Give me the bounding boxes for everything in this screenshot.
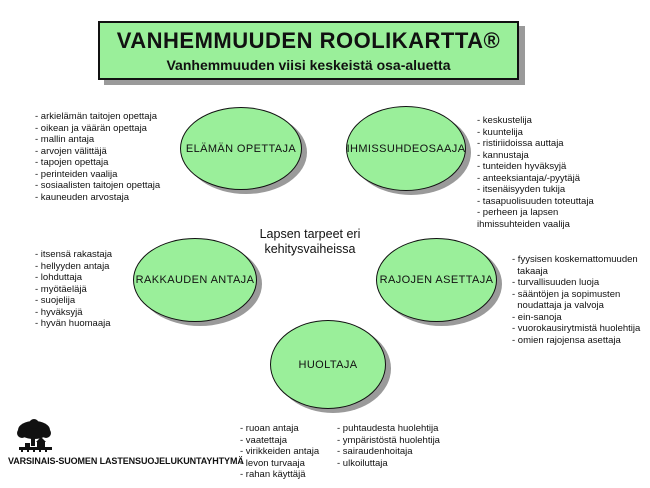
list-line: ihmissuhteiden vaalija: [477, 218, 570, 230]
role-label: IHMISSUHDEOSAAJA: [346, 142, 466, 155]
list-line: - puhtaudesta huolehtija: [337, 423, 439, 434]
list-line: - anteeksiantaja/-pyytäjä: [477, 172, 580, 184]
list-line: noudattaja ja valvoja: [512, 300, 604, 311]
page-subtitle: Vanhemmuuden viisi keskeistä osa-aluetta: [166, 57, 451, 73]
list-line: - ristiriidoissa auttaja: [477, 138, 564, 149]
role-label: ELÄMÄN OPETTAJA: [185, 142, 297, 155]
list-line: - tasapuolisuuden toteuttaja: [477, 195, 594, 207]
list-line: - sääntöjen ja sopimusten: [512, 288, 621, 300]
list-line: - suojelija: [35, 295, 76, 306]
list-huoltaja-left: [240, 423, 319, 481]
role-ellipse-huoltaja: [270, 320, 386, 409]
tree-and-house-logo-icon: [13, 419, 57, 455]
role-ellipse-rajojen-asettaja: [376, 238, 497, 322]
list-line: - perheen ja lapsen: [477, 207, 559, 218]
list-line: - hyväksyjä: [35, 306, 83, 318]
list-line: - rahan käyttäjä: [240, 469, 306, 480]
list-line: - omien rajojensa asettaja: [512, 334, 621, 346]
list-line: - lohduttaja: [35, 272, 83, 283]
list-line: - vaatettaja: [240, 434, 287, 446]
role-label: RAKKAUDEN ANTAJA: [135, 274, 255, 286]
role-label: HUOLTAJA: [298, 358, 358, 371]
center-caption-line2: kehitysvaiheissa: [264, 242, 356, 256]
list-line: - arvojen välittäjä: [35, 145, 107, 157]
list-line: - oikean ja väärän opettaja: [35, 122, 147, 134]
list-line: - perinteiden vaalija: [35, 168, 118, 180]
list-line: - itsenäisyyden tukija: [477, 184, 566, 195]
list-line: - sairaudenhoitaja: [337, 446, 413, 457]
list-line: - kuuntelija: [477, 126, 523, 138]
role-ellipse-elaman-opettaja: [180, 107, 302, 190]
list-line: - kannustaja: [477, 149, 529, 161]
list-line: - virikkeiden antaja: [240, 446, 320, 457]
list-line: - fyysisen koskemattomuuden: [512, 254, 638, 265]
list-rakkauden-antaja: [35, 249, 112, 330]
list-line: - turvallisuuden luoja: [512, 277, 600, 288]
list-line: - ein-sanoja: [512, 311, 562, 323]
list-line: - kauneuden arvostaja: [35, 191, 130, 203]
role-ellipse-ihmissuhdeosaaja: [346, 106, 466, 191]
footer-org-name: VARSINAIS-SUOMEN LASTENSUOJELUKUNTAYHTYMÄ: [8, 456, 244, 466]
list-line: - hyvän huomaaja: [35, 318, 111, 329]
center-caption: [228, 227, 392, 257]
title-box: [98, 21, 519, 80]
list-line: - tunteiden hyväksyjä: [477, 161, 567, 172]
list-elaman-opettaja: [35, 111, 160, 203]
list-line: - keskustelija: [477, 115, 532, 126]
list-line: - sosiaalisten taitojen opettaja: [35, 180, 161, 191]
list-ihmissuhdeosaaja: [477, 115, 594, 230]
list-line: - arkielämän taitojen opettaja: [35, 111, 157, 122]
page-title: VANHEMMUUDEN ROOLIKARTTA®: [116, 28, 501, 53]
role-label: RAJOJEN ASETTAJA: [379, 274, 494, 286]
list-line: - hellyyden antaja: [35, 260, 110, 272]
list-line: - itsensä rakastaja: [35, 249, 113, 260]
list-line: takaaja: [512, 265, 548, 277]
list-line: - ruoan antaja: [240, 423, 299, 434]
list-huoltaja-right: [337, 423, 440, 469]
list-line: - myötäeläjä: [35, 283, 87, 295]
center-caption-line1: Lapsen tarpeet eri: [259, 227, 361, 241]
list-line: - ulkoiluttaja: [337, 457, 388, 469]
list-line: - ympäristöstä huolehtija: [337, 434, 440, 446]
list-line: - levon turvaaja: [240, 457, 305, 469]
list-line: - vuorokausirytmistä huolehtija: [512, 323, 641, 334]
list-line: - tapojen opettaja: [35, 157, 109, 168]
list-rajojen-asettaja: [512, 254, 640, 346]
list-line: - mallin antaja: [35, 134, 95, 145]
